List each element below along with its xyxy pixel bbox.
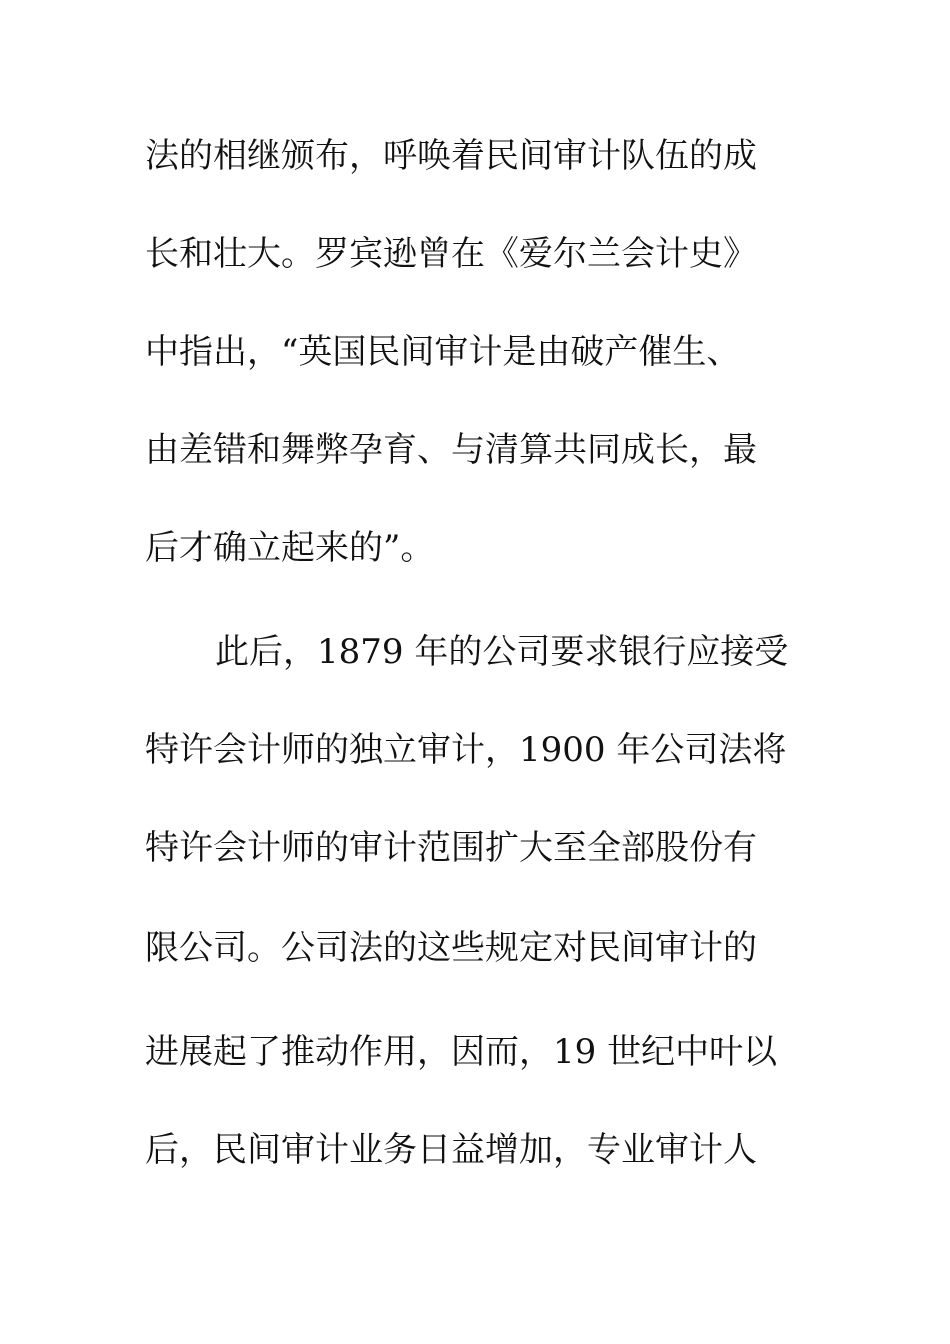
text-line: 后，民间审计业务日益增加，专业审计人 xyxy=(145,1130,757,1170)
text-line: 特许会计师的独立审计，1900 年公司法将 xyxy=(145,730,787,770)
text-line: 法的相继颁布，呼唤着民间审计队伍的成 xyxy=(145,136,757,176)
text-line: 由差错和舞弊孕育、与清算共同成长，最 xyxy=(145,430,757,470)
paragraph-start-line: 此后，1879 年的公司要求银行应接受 xyxy=(215,632,789,672)
text-line: 限公司。公司法的这些规定对民间审计的 xyxy=(145,928,757,968)
text-line: 中指出，“英国民间审计是由破产催生、 xyxy=(145,332,741,372)
text-line: 特许会计师的审计范围扩大至全部股份有 xyxy=(145,828,757,868)
text-line: 进展起了推动作用，因而，19 世纪中叶以 xyxy=(145,1032,778,1072)
text-line: 长和壮大。罗宾逊曾在《爱尔兰会计史》 xyxy=(145,234,757,274)
text-line: 后才确立起来的”。 xyxy=(145,528,435,568)
